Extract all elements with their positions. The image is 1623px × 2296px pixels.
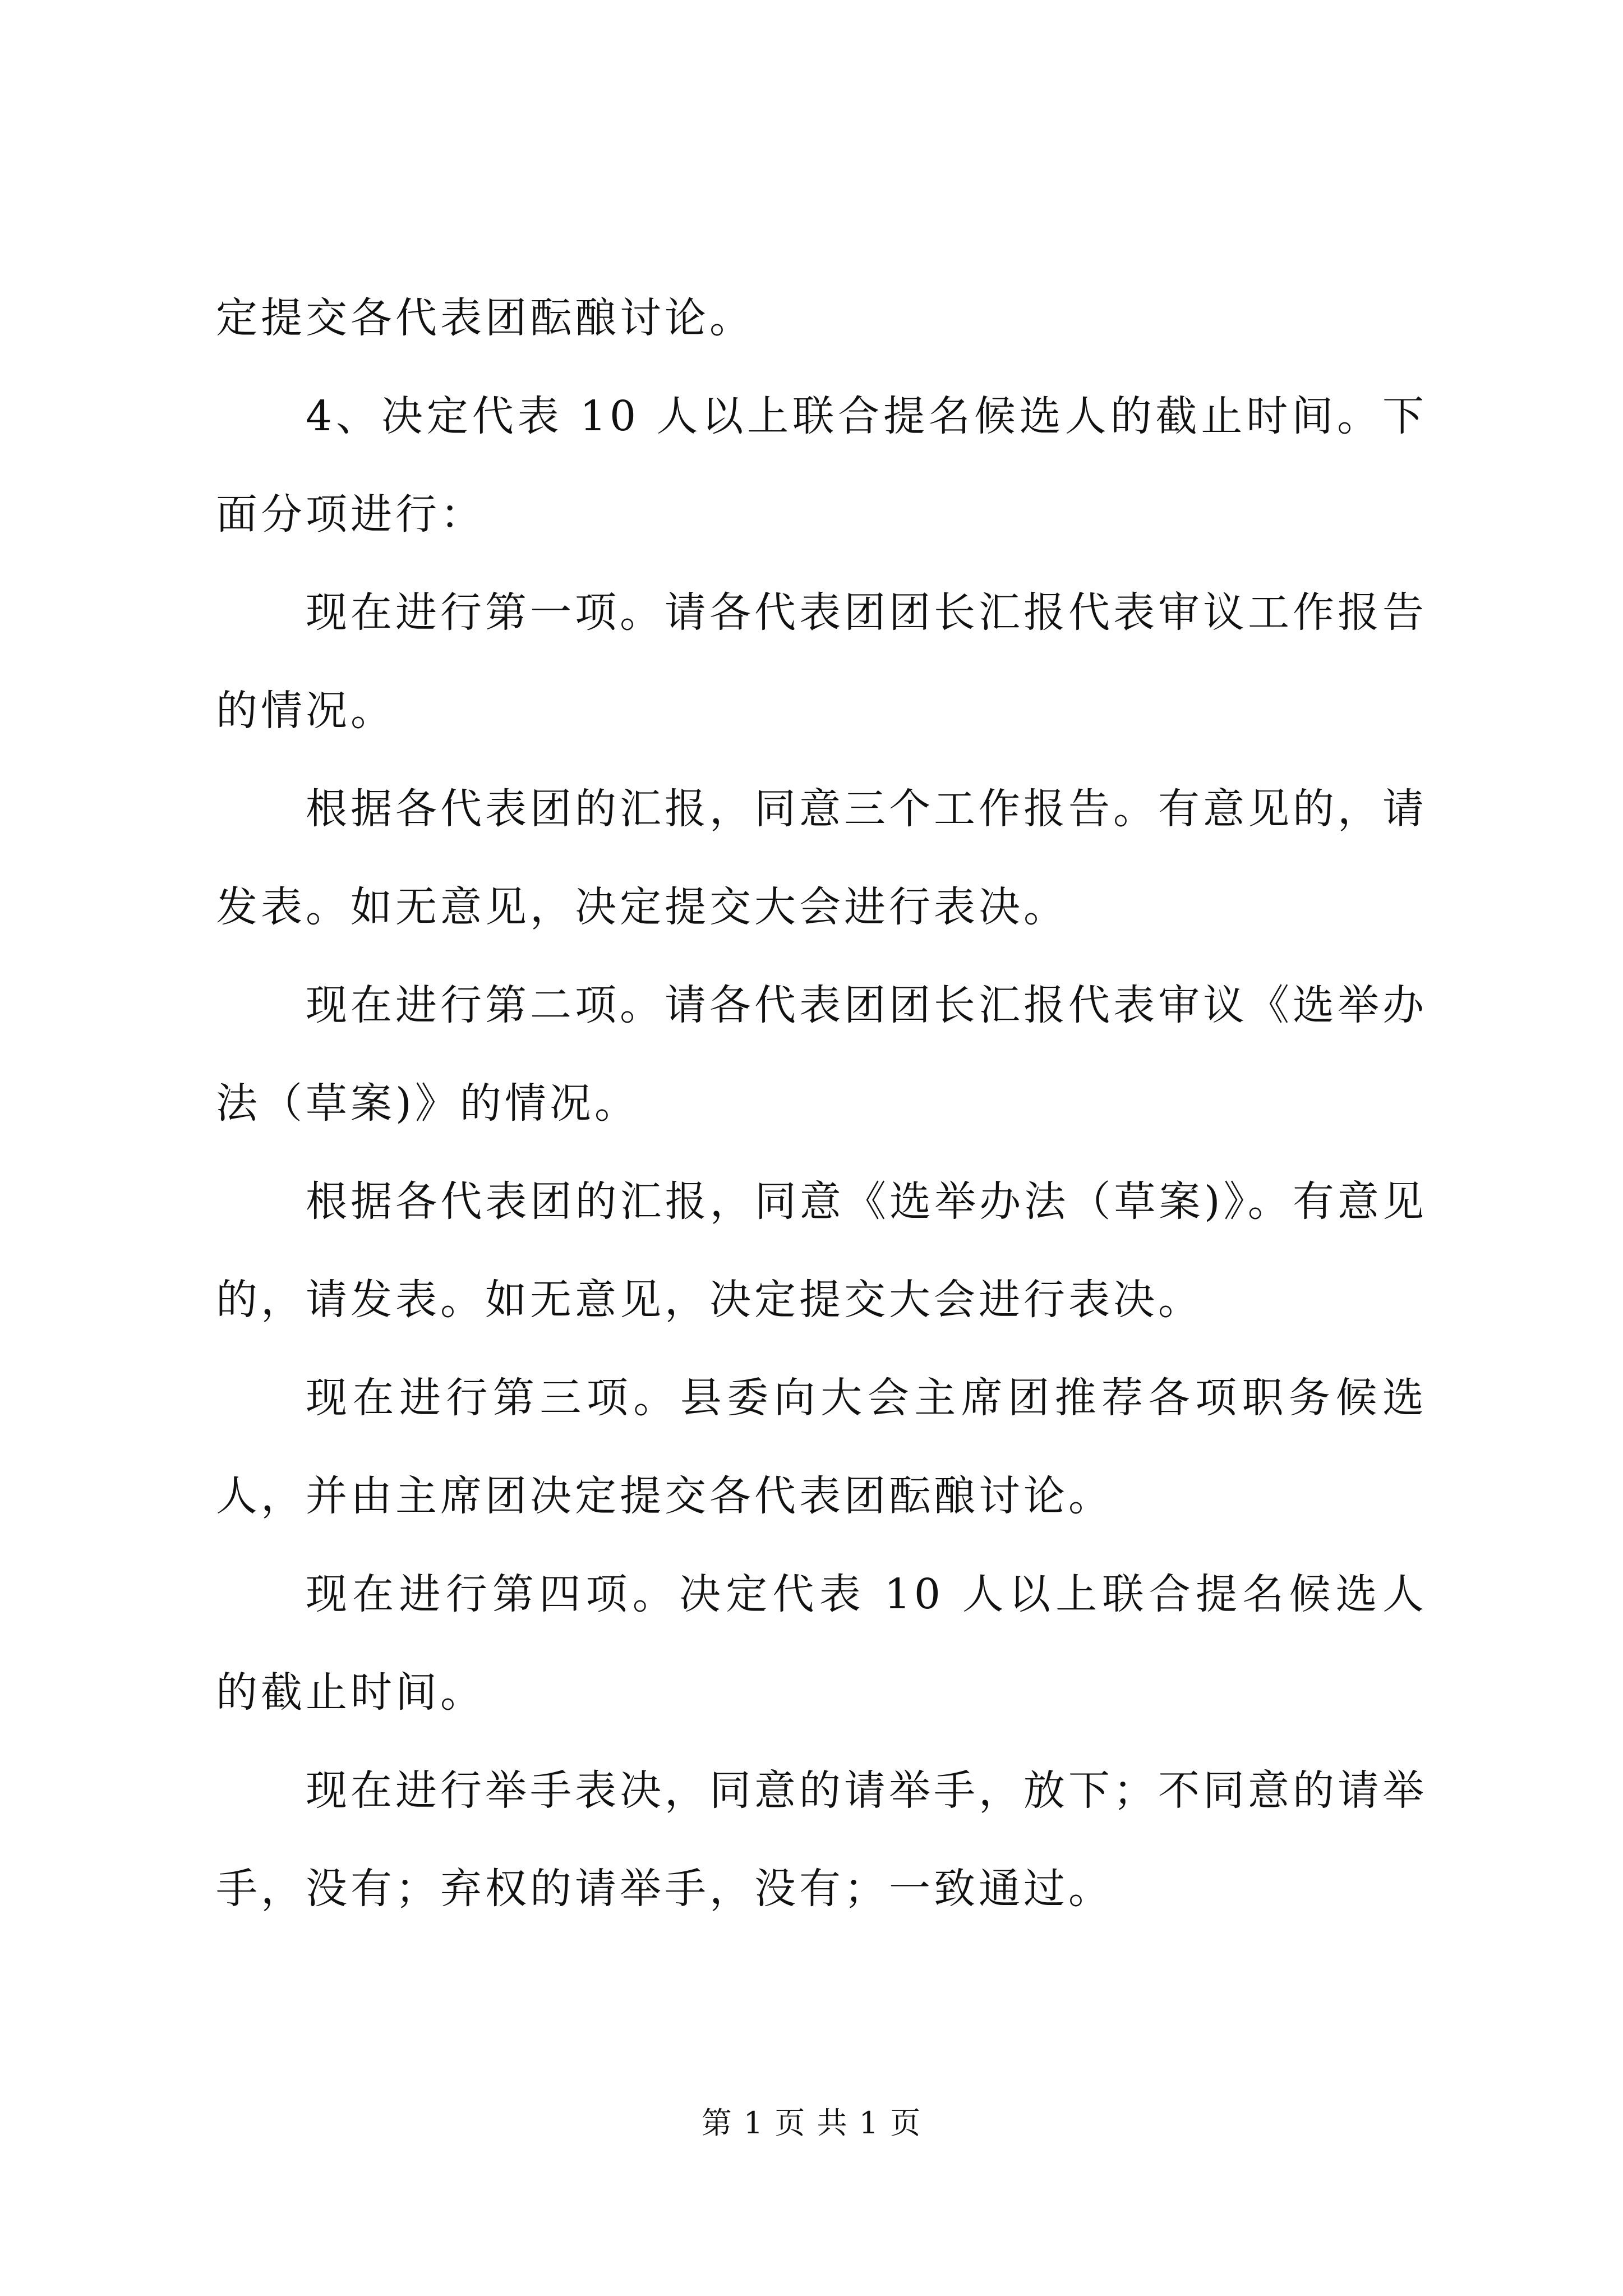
paragraph: 根据各代表团的汇报，同意《选举办法（草案)》。有意见的，请发表。如无意见，决定提交大会进行表决。 [216,1177,1427,1324]
paragraph: 定提交各代表团酝酿讨论。 [216,294,754,342]
paragraph: 现在进行第四项。决定代表 10 人以上联合提名候选人的截止时间。 [216,1570,1427,1717]
document-body [216,269,1427,1938]
page-number-footer: 第 1 页 共 1 页 [701,2105,922,2141]
paragraph: 根据各代表团的汇报，同意三个工作报告。有意见的，请发表。如无意见，决定提交大会进行表决。 [216,785,1427,931]
paragraph: 4、决定代表 10 人以上联合提名候选人的截止时间。下面分项进行： [216,392,1427,539]
paragraph: 现在进行举手表决，同意的请举手，放下；不同意的请举手，没有；弃权的请举手，没有；一致通过。 [216,1766,1427,1913]
paragraph: 现在进行第二项。请各代表团团长汇报代表审议《选举办法（草案)》的情况。 [216,981,1427,1128]
paragraph: 现在进行第一项。请各代表团团长汇报代表审议工作报告的情况。 [216,588,1427,735]
paragraph: 现在进行第三项。县委向大会主席团推荐各项职务候选人，并由主席团决定提交各代表团酝酿讨论。 [216,1374,1427,1520]
